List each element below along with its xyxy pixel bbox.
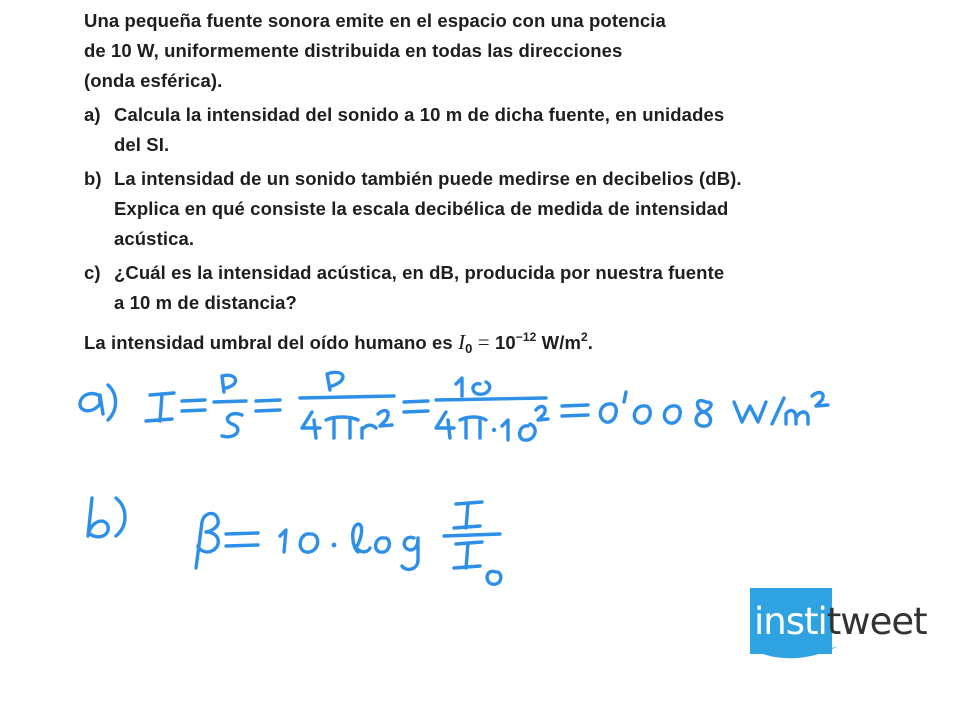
- question-label: c): [84, 262, 101, 283]
- note-unit-base: W/m: [541, 332, 581, 353]
- note-end: .: [587, 332, 594, 353]
- question-line: ¿Cuál es la intensidad acústica, en dB, producida por nuestra fuente: [114, 262, 725, 283]
- question-line: acústica.: [114, 228, 195, 249]
- problem-statement: [84, 6, 864, 364]
- question-line: La intensidad de un sonido también puede medirse en decibelios (dB).: [114, 168, 742, 189]
- question-b: [84, 164, 864, 254]
- question-label: b): [84, 168, 102, 189]
- problem-intro: [84, 6, 864, 96]
- note-symbol: I: [458, 330, 466, 354]
- logo-part-2: tweet: [826, 600, 927, 643]
- question-line: Explica en qué consiste la escala decibélica de medida de intensidad: [114, 198, 729, 219]
- note-unit-exponent: 2: [581, 330, 588, 344]
- note-subscript: 0: [465, 341, 473, 356]
- note-text: La intensidad umbral del oído humano es: [84, 332, 453, 353]
- question-line: a 10 m de distancia?: [114, 292, 297, 313]
- threshold-note: [84, 322, 864, 364]
- handwritten-line-a: [80, 372, 828, 440]
- institweet-logo: [750, 588, 950, 668]
- logo-wordmark: [754, 600, 927, 643]
- question-line: del SI.: [114, 134, 170, 155]
- intro-line: Una pequeña fuente sonora emite en el espacio con una potencia: [84, 10, 666, 31]
- handwritten-line-b: [88, 498, 501, 584]
- question-label: a): [84, 104, 101, 125]
- note-value-exponent: −12: [515, 330, 537, 344]
- intro-line: de 10 W, uniformemente distribuida en todas las direcciones: [84, 40, 623, 61]
- note-equals: =: [477, 330, 490, 354]
- note-value-base: 10: [494, 332, 516, 353]
- question-line: Calcula la intensidad del sonido a 10 m de dicha fuente, en unidades: [114, 104, 725, 125]
- logo-swoosh: [750, 644, 840, 664]
- question-a: [84, 100, 864, 160]
- intro-line: (onda esférica).: [84, 70, 223, 91]
- question-c: [84, 258, 864, 318]
- logo-part-1: insti: [754, 600, 827, 643]
